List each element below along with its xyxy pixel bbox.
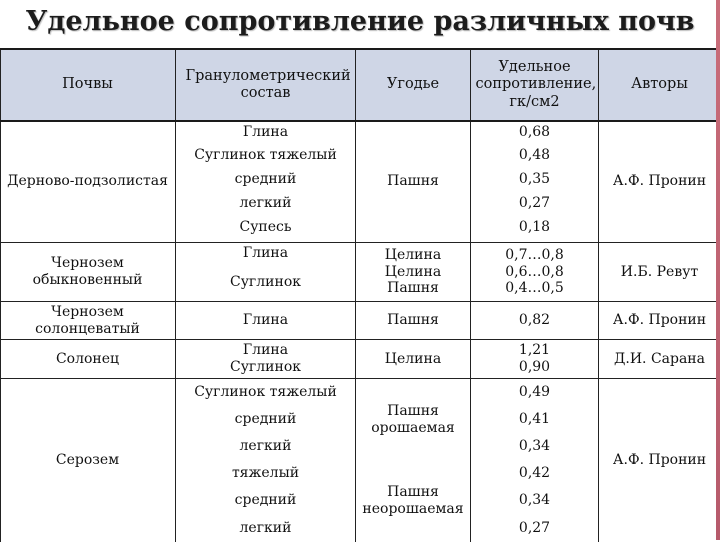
author-text: А.Ф. Пронин <box>612 452 707 469</box>
composition-cell <box>176 487 355 514</box>
value-cell <box>471 215 598 240</box>
value-text: 0,48 <box>518 147 551 164</box>
soil-name: Серозем <box>55 452 120 469</box>
value-text: 0,27 <box>518 195 551 212</box>
author-text: И.Б. Ревут <box>620 263 699 280</box>
value-text: 0,49 <box>518 384 551 401</box>
value-text: 0,34 <box>518 492 551 509</box>
composition-text: Суглинок <box>229 359 302 375</box>
soil-cell <box>0 379 175 542</box>
value-text: 0,41 <box>518 411 551 428</box>
composition-text: легкий <box>239 519 292 536</box>
author-cell <box>599 302 720 339</box>
composition-cell <box>176 167 355 192</box>
value-text: 0,6…0,8 <box>505 263 564 280</box>
author-text: А.Ф. Пронин <box>612 173 707 190</box>
composition-cell <box>176 340 355 378</box>
land-text: Пашня <box>387 312 439 329</box>
value-text: 0,34 <box>518 438 551 455</box>
composition-text: средний <box>234 492 297 509</box>
value-cell <box>471 340 598 378</box>
value-cell <box>471 379 598 406</box>
land-text: Пашня неорошаемая <box>362 484 464 517</box>
composition-text: Супесь <box>239 219 292 236</box>
author-text: А.Ф. Пронин <box>612 312 707 329</box>
soil-cell <box>0 340 175 378</box>
header-composition-label: Гранулометрический состав <box>185 67 351 101</box>
value-text: 0,42 <box>518 465 551 482</box>
composition-cell <box>176 192 355 215</box>
value-text: 0,4…0,5 <box>505 280 564 297</box>
soil-resistance-table <box>0 48 720 542</box>
land-text: Целина <box>384 263 442 280</box>
header-composition <box>176 50 355 120</box>
composition-text: средний <box>234 411 297 428</box>
header-soil <box>0 50 175 120</box>
value-text: 0,68 <box>518 124 551 141</box>
value-text: 0,82 <box>518 312 551 329</box>
header-authors-label: Авторы <box>631 76 688 93</box>
header-authors <box>599 50 720 120</box>
soil-cell <box>0 302 175 339</box>
composition-cell <box>176 433 355 460</box>
soil-name: Дерново-подзолистая <box>7 173 168 190</box>
value-text: 0,18 <box>518 219 551 236</box>
header-soil-label: Почвы <box>62 76 113 93</box>
value-cell <box>471 487 598 514</box>
land-text: Пашня <box>387 280 439 297</box>
value-cell <box>471 192 598 215</box>
value-text: 0,27 <box>518 519 551 536</box>
author-cell <box>599 340 720 378</box>
composition-cell <box>176 121 355 144</box>
composition-cell <box>176 406 355 433</box>
value-cell <box>471 514 598 542</box>
composition-text: Глина <box>242 244 289 261</box>
composition-text: Суглинок <box>229 273 302 290</box>
composition-text: легкий <box>239 195 292 212</box>
author-cell <box>599 379 720 542</box>
value-cell <box>471 243 598 301</box>
value-cell <box>471 121 598 144</box>
value-cell <box>471 460 598 487</box>
soil-name: Чернозем солонцеватый <box>35 303 140 337</box>
composition-cell <box>176 144 355 167</box>
composition-cell <box>176 215 355 240</box>
value-cell <box>471 167 598 192</box>
value-cell <box>471 406 598 433</box>
soil-cell <box>0 121 175 242</box>
land-text: Целина <box>384 246 442 263</box>
land-cell <box>356 460 470 542</box>
value-text: 0,7…0,8 <box>505 246 564 263</box>
value-text: 1,21 <box>518 342 551 359</box>
composition-cell <box>176 514 355 542</box>
composition-cell <box>176 243 355 263</box>
soil-name: Солонец <box>55 350 120 367</box>
composition-text: Глина <box>242 342 289 359</box>
composition-text: средний <box>234 171 297 188</box>
author-cell <box>599 121 720 242</box>
composition-cell <box>176 460 355 487</box>
land-text: Пашня орошаемая <box>371 402 455 436</box>
value-cell <box>471 302 598 339</box>
author-text: Д.И. Сарана <box>614 350 705 367</box>
header-resistance-label: Удельное сопротивление, гк/см2 <box>475 58 597 110</box>
header-land-label: Угодье <box>386 76 440 93</box>
composition-text: тяжелый <box>231 465 300 482</box>
land-cell <box>356 302 470 339</box>
slide-title: Удельное сопротивление различных почв <box>25 6 695 37</box>
slide-edge-decoration <box>716 0 720 540</box>
author-cell <box>599 243 720 301</box>
land-text: Целина <box>384 350 442 367</box>
value-text: 0,90 <box>518 359 551 375</box>
value-text: 0,35 <box>518 171 551 188</box>
value-cell <box>471 433 598 460</box>
land-text: Пашня <box>387 173 439 190</box>
composition-cell <box>176 379 355 406</box>
composition-cell <box>176 263 355 301</box>
soil-name: Чернозем обыкновенный <box>32 255 143 288</box>
composition-text: легкий <box>239 438 292 455</box>
composition-text: Глина <box>242 312 289 329</box>
value-cell <box>471 144 598 167</box>
composition-text: Суглинок тяжелый <box>194 384 337 401</box>
header-resistance <box>471 50 598 120</box>
soil-cell <box>0 243 175 301</box>
land-cell <box>356 379 470 460</box>
composition-cell <box>176 302 355 339</box>
composition-text: Глина <box>242 124 289 141</box>
land-cell <box>356 340 470 378</box>
composition-text: Суглинок тяжелый <box>194 147 337 164</box>
land-cell <box>356 121 470 242</box>
header-land <box>356 50 470 120</box>
land-cell <box>356 243 470 301</box>
